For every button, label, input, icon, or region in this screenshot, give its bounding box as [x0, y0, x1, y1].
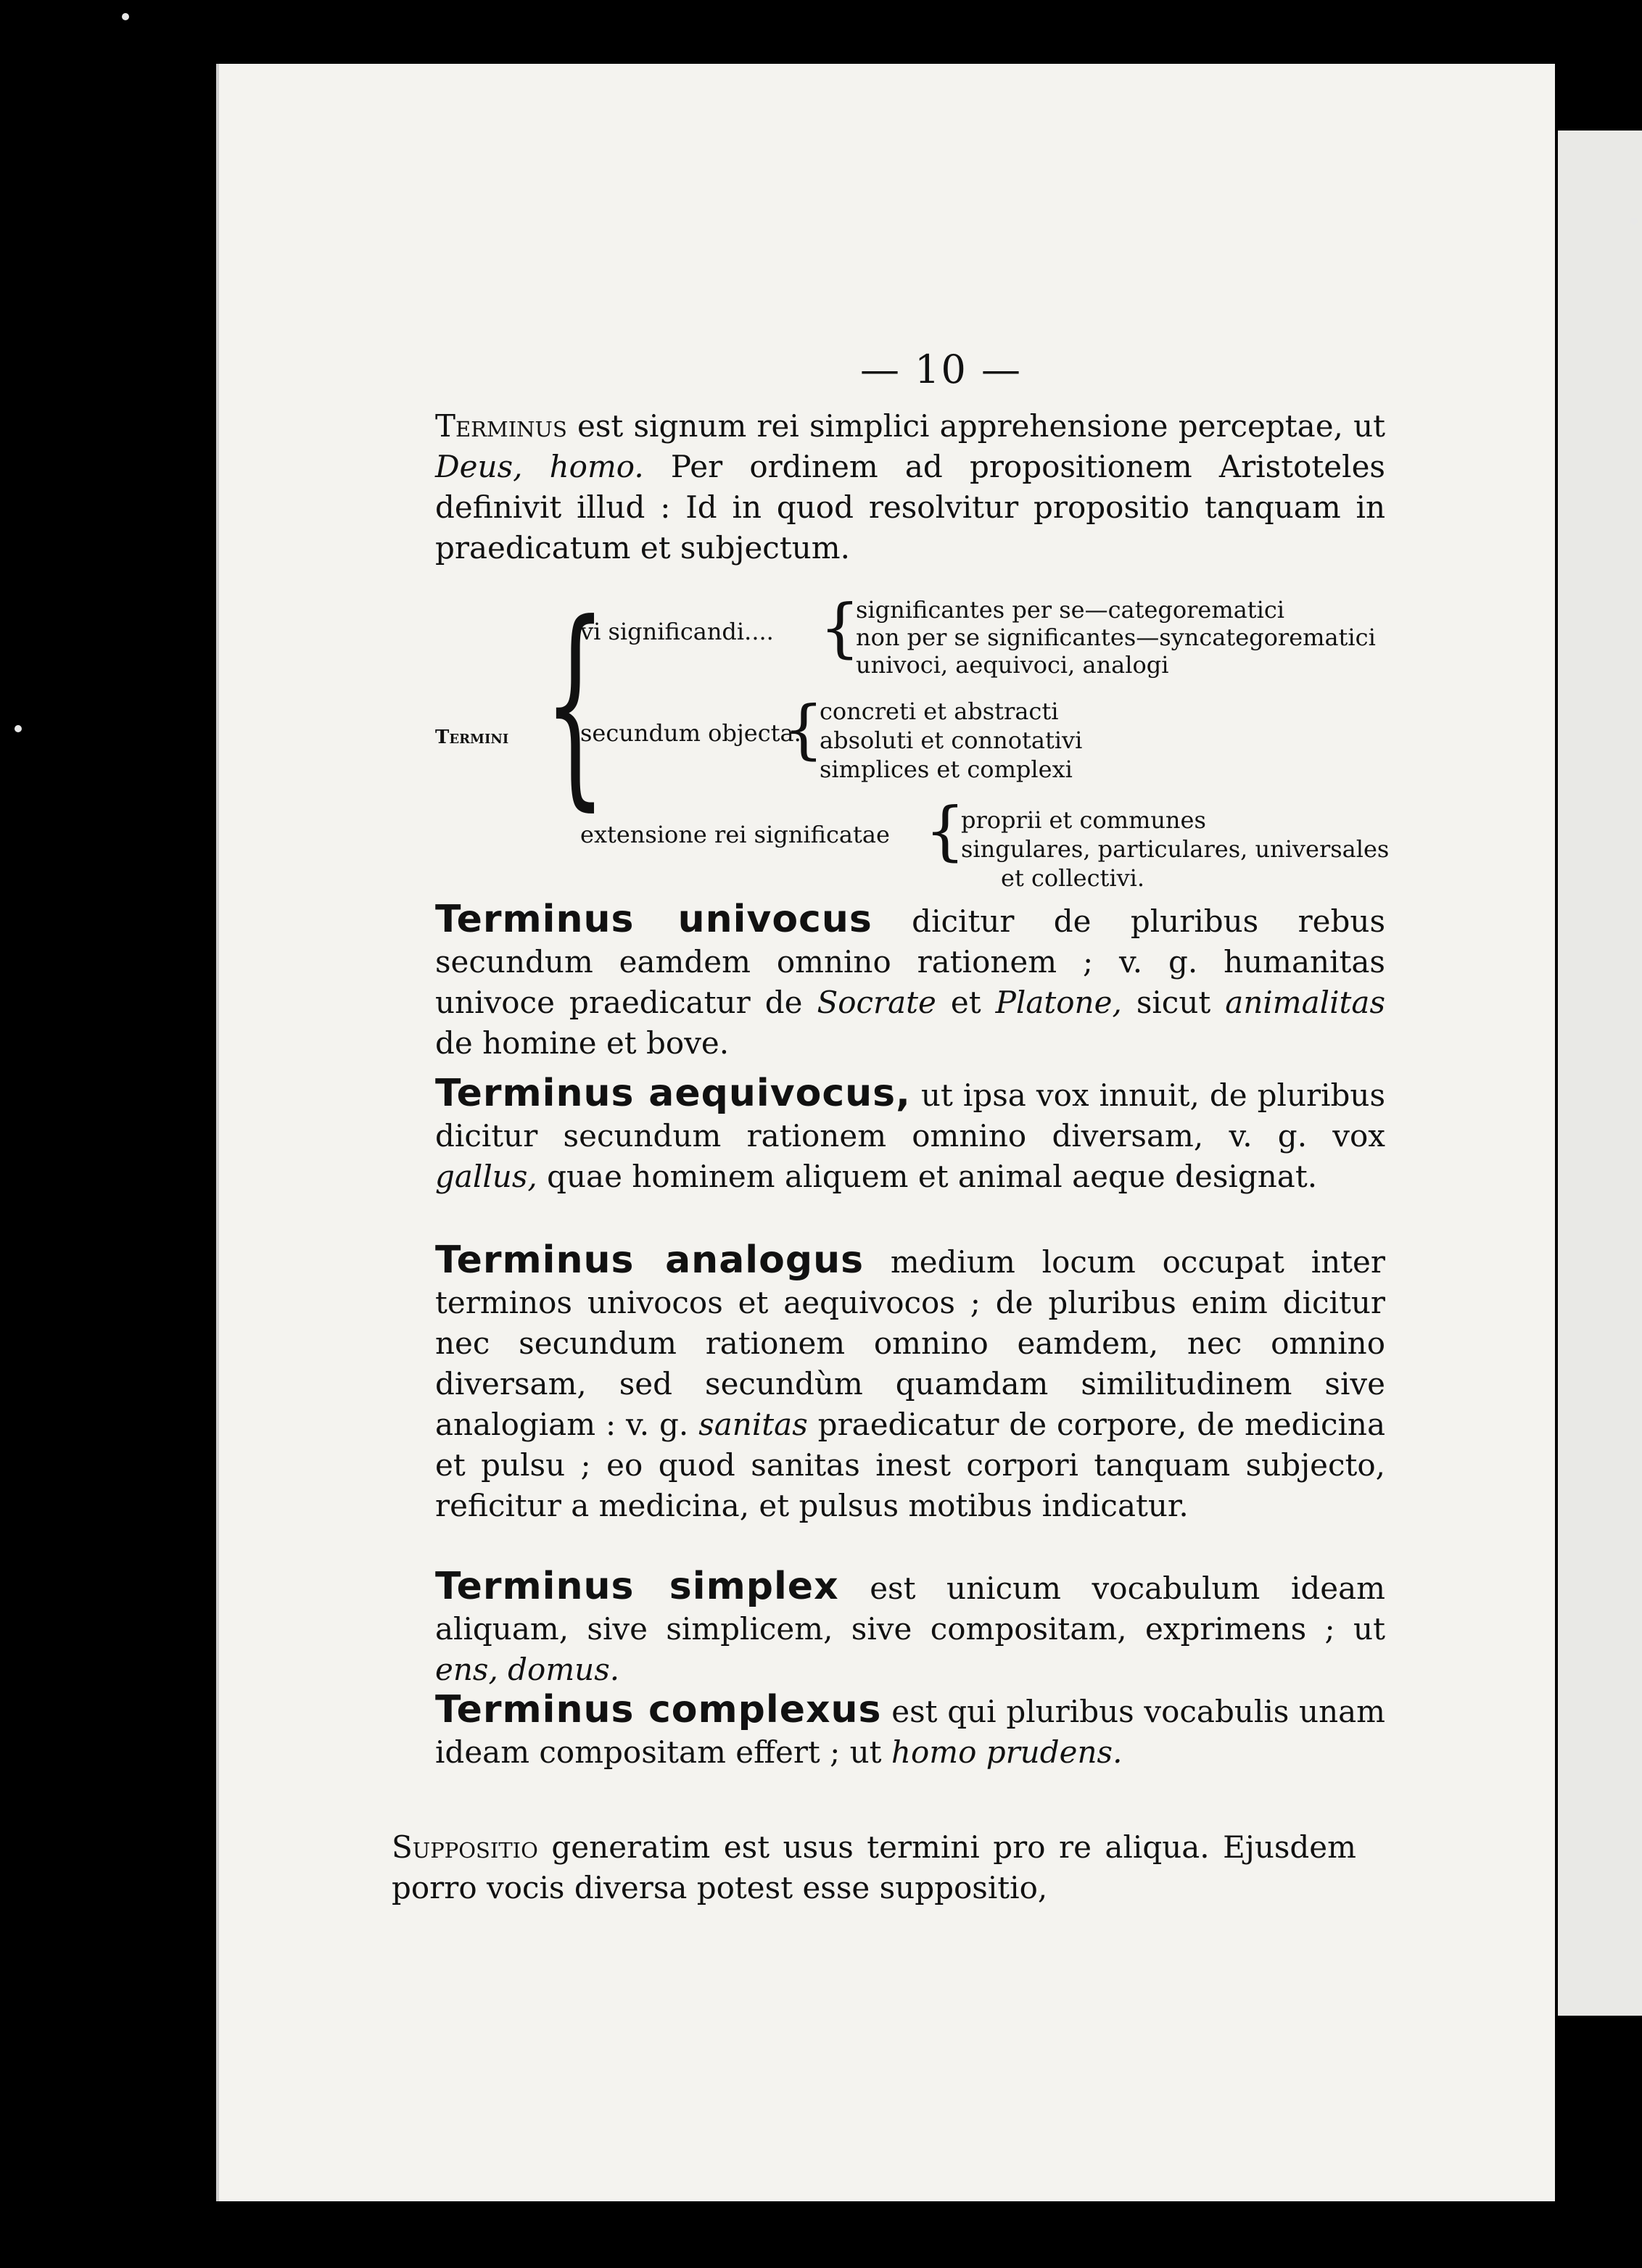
section-univocus — [435, 899, 1385, 1064]
suppositio-paragraph — [392, 1827, 1356, 1908]
branch-label: secundum objecta.. — [580, 719, 809, 747]
scan-speck — [1630, 218, 1638, 225]
adjacent-page-edge — [1558, 131, 1642, 2016]
branch-item: singulares, particulares, universales — [961, 835, 1390, 863]
intro-italic: Deus, homo. — [435, 449, 644, 484]
section-text: sicut — [1121, 985, 1226, 1020]
branch-label: extensione rei significatae — [580, 821, 890, 848]
section-heading: Terminus univocus — [435, 898, 872, 941]
scan-speck — [122, 13, 129, 20]
branch-brace: { — [925, 793, 965, 868]
section-text: est qui pluribus vocabulis unam ideam compositam effert ; ut — [435, 1694, 1386, 1770]
section-simplex — [435, 1566, 1385, 1690]
section-analogus — [435, 1240, 1385, 1526]
section-text: praedicatur de corpore, de medicina et pulsu ; eo quod sanitas inest corpori tanquam subjecto, reficitur a medicina, et pulsus motibus indicatur. — [435, 1407, 1385, 1523]
section-heading: Terminus simplex — [435, 1565, 839, 1608]
intro-text: est signum rei simplici apprehensione perceptae, ut — [566, 408, 1385, 444]
branch-item: absoluti et connotativi — [820, 727, 1083, 754]
section-text: dicitur de pluribus rebus secundum eamdem omnino rationem ; v. g. humanitas univoce praedicatur de — [435, 903, 1385, 1020]
section-complexus — [435, 1689, 1385, 1773]
section-text: est unicum vocabulum ideam aliquam, sive simplicem, sive compositam, exprimens ; ut — [435, 1570, 1385, 1647]
branch-label: vi significandi.... — [580, 618, 774, 645]
branch-item: non per se significantes—syncategorematici — [856, 624, 1376, 651]
branch-brace: { — [820, 590, 860, 665]
section-aequivocus — [435, 1073, 1385, 1197]
section-italic: sanitas — [698, 1407, 808, 1442]
term-label: Terminus — [435, 408, 567, 444]
branch-brace: { — [783, 692, 824, 766]
section-italic: gallus, — [435, 1159, 537, 1194]
branch-item: concreti et abstracti — [820, 698, 1059, 725]
intro-text-2: Per ordinem ad propositionem Aristoteles definivit illud : Id in quod resolvitur propositio tanquam in praedicatum et subjectum. — [435, 449, 1385, 566]
branch-item: significantes per se—categorematici — [856, 596, 1285, 624]
section-heading: Terminus complexus — [435, 1688, 882, 1731]
section-italic: animalitas — [1225, 985, 1386, 1020]
suppositio-text: generatim est usus termini pro re aliqua. Ejusdem porro vocis diversa potest esse suppositio, — [392, 1829, 1356, 1905]
section-text: quae hominem aliquem et animal aeque designat. — [537, 1159, 1318, 1194]
termini-division-tree — [435, 576, 1407, 906]
section-italic: Socrate — [817, 985, 936, 1020]
section-heading: Terminus aequivocus, — [435, 1072, 911, 1115]
section-text: ut ipsa vox innuit, de pluribus dicitur secundum rationem omnino diversam, v. g. vox — [435, 1077, 1386, 1154]
page-number: — 10 — — [860, 347, 1023, 392]
intro-paragraph — [435, 406, 1385, 568]
branch-item: simplices et complexi — [820, 756, 1073, 783]
term-label: Suppositio — [392, 1829, 538, 1865]
section-text: de homine et bove. — [435, 1025, 730, 1061]
section-heading: Terminus analogus — [435, 1238, 865, 1282]
tree-root: Termini — [435, 727, 509, 748]
section-text: et — [936, 985, 996, 1020]
scan-speck — [15, 725, 22, 732]
branch-item: et collectivi. — [1001, 864, 1145, 892]
section-italic: homo prudens. — [891, 1734, 1123, 1770]
branch-item: univoci, aequivoci, analogi — [856, 651, 1169, 679]
section-text: medium locum occupat inter terminos univocos et aequivocos ; de pluribus enim dicitur nec secundum rationem omnino eamdem, nec omnino diversam, sed secundùm quamdam similitudinem sive analogiam : v. g. — [435, 1244, 1385, 1442]
section-italic: ens, domus. — [435, 1652, 620, 1687]
branch-item: proprii et communes — [961, 806, 1206, 834]
root-brace: { — [544, 576, 606, 829]
section-italic: Platone, — [995, 985, 1122, 1020]
